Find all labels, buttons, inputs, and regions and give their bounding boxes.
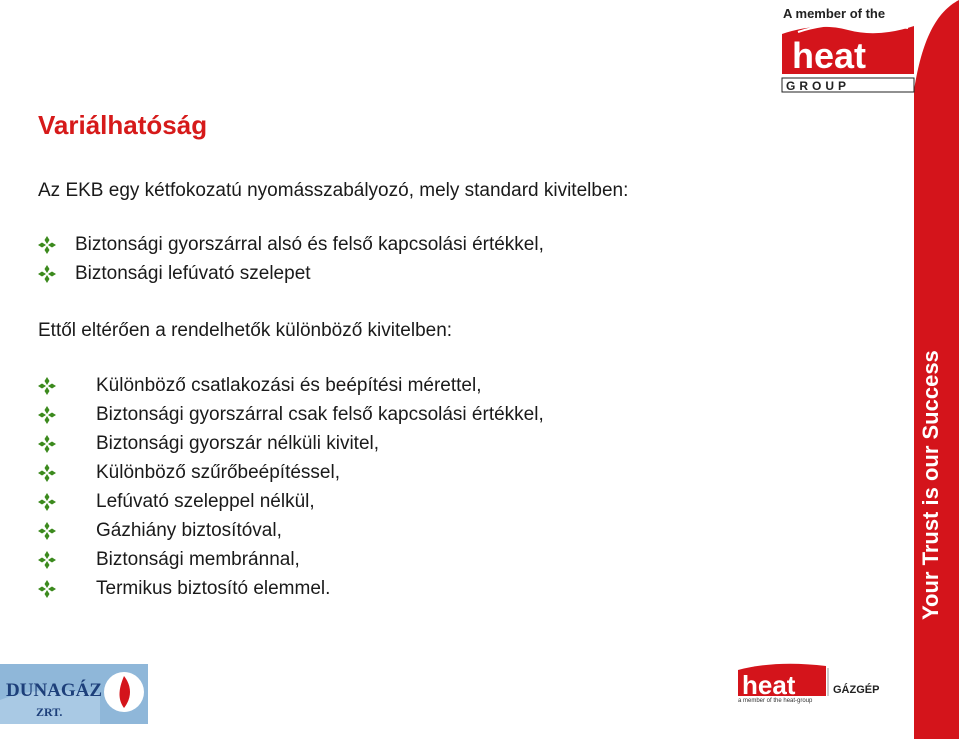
heat-logo-text: heat: [742, 670, 796, 700]
list-item: [38, 371, 544, 400]
diamond-bullet-icon: [38, 580, 56, 598]
diamond-bullet-icon: [38, 464, 56, 482]
list-item: [38, 516, 544, 545]
heat-logo-text: heat: [792, 35, 867, 76]
diamond-bullet-icon: [38, 522, 56, 540]
dunagaz-logo: [0, 664, 148, 724]
diamond-bullet-icon: [38, 377, 56, 395]
list-item-text: Lefúvató szeleppel nélkül,: [96, 491, 315, 512]
variants-intro-text: Ettől eltérően a rendelhetők különböző kivitelben:: [38, 320, 453, 341]
standard-list: [38, 230, 544, 288]
diamond-bullet-icon: [38, 493, 56, 511]
list-item-text: Biztonsági gyorszár nélküli kivitel,: [96, 433, 380, 454]
sidebar-slogan: Your Trust is our Success: [918, 350, 943, 620]
intro-text: Az EKB egy kétfokozatú nyomásszabályozó, mely standard kivitelben:: [38, 180, 629, 201]
list-item-text: Különböző szűrőbeépítéssel,: [96, 462, 340, 483]
heat-group-logo: [778, 4, 918, 96]
diamond-bullet-icon: [38, 406, 56, 424]
page-title: Variálhatóság: [38, 110, 208, 140]
list-item-text: Biztonsági lefúvató szelepet: [75, 263, 311, 284]
list-item: [38, 400, 544, 429]
dunagaz-suffix-text: ZRT.: [36, 705, 63, 719]
list-item-text: Biztonsági gyorszárral alsó és felső kapcsolási értékkel,: [75, 234, 544, 255]
list-item-text: Termikus biztosító elemmel.: [96, 578, 331, 599]
diamond-bullet-icon: [38, 265, 56, 283]
list-item-text: Különböző csatlakozási és beépítési mérettel,: [96, 375, 482, 396]
gazgep-subtitle: a member of the heat-group: [738, 698, 813, 704]
list-item: [38, 259, 544, 288]
list-item-text: Biztonsági gyorszárral csak felső kapcsolási értékkel,: [96, 404, 544, 425]
list-item: [38, 574, 544, 603]
variants-list: [38, 371, 544, 603]
list-item: [38, 429, 544, 458]
dunagaz-name-text: DUNAGÁZ: [6, 680, 103, 701]
group-logo-text: GROUP: [786, 79, 851, 93]
list-item: [38, 458, 544, 487]
gazgep-label: GÁZGÉP: [833, 684, 880, 696]
list-item: [38, 545, 544, 574]
list-item: [38, 487, 544, 516]
member-caption: A member of the: [783, 6, 886, 21]
diamond-bullet-icon: [38, 435, 56, 453]
list-item-text: Biztonsági membránnal,: [96, 549, 300, 570]
diamond-bullet-icon: [38, 551, 56, 569]
diamond-bullet-icon: [38, 236, 56, 254]
list-item: [38, 230, 544, 259]
list-item-text: Gázhiány biztosítóval,: [96, 520, 282, 541]
